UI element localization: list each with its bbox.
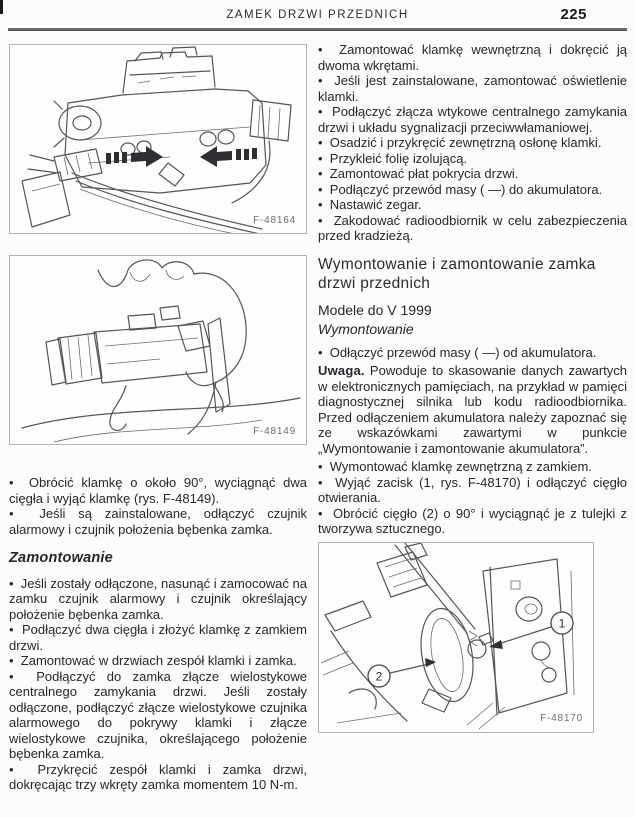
bullet-item: • Podłączyć przewód masy ( —) do akumulatora. (318, 182, 627, 198)
lock-cable-drawing (319, 543, 593, 732)
bullet-item: • Nastawić zegar. (318, 197, 627, 213)
svg-text:2: 2 (375, 669, 383, 683)
bullet-item: • Zamontować w drzwiach zespół klamki i zamka. (9, 653, 307, 669)
figure-label: F-48164 (253, 214, 296, 226)
heading-installation: Zamontowanie (9, 550, 113, 566)
left-column (9, 44, 307, 793)
bullet-item: • Obrócić cięgło (2) o 90° i wyciągnąć je z tulejki z tworzywa sztucznego. (318, 506, 627, 537)
figure-label: F-48170 (540, 713, 583, 724)
bullet-item: • Jeśli są zainstalowane, odłączyć czujnik alarmowy i czujnik położenia bębenka zamka. (9, 506, 307, 537)
bullet-item: • Jeśli zostały odłączone, nasunąć i zamocować na zamku czujnik alarmowy i czujnik określający położenie bębenka zamka. (9, 576, 307, 623)
bullet-item: • Odłączyć przewód masy ( —) od akumulatora. (318, 345, 627, 361)
bullet-item: • Wymontować klamkę zewnętrzną z zamkiem. (318, 459, 627, 475)
header-rule (8, 28, 627, 31)
callout-1 (489, 612, 573, 649)
figure-label: F-48149 (253, 425, 296, 437)
arrow-right-icon (200, 146, 257, 167)
bullet-item: • Zakodować radioodbiornik w celu zabezpieczenia przed kradzieżą. (318, 213, 627, 244)
page-number: 225 (560, 6, 587, 23)
left-text-block (9, 475, 307, 793)
bullet-item: • Osadzić i przykręcić zewnętrzną osłonę klamki. (318, 135, 627, 151)
model-range-line: Modele do V 1999 (318, 301, 432, 318)
handle-removal-drawing (10, 256, 306, 444)
bullet-item: • Podłączyć do zamka złącze wielostykowe centralnego zamykania drzwi. Jeśli zostały odłączone, podłączyć złącze wielostykowe czujnika alarmowego do pokrywy klamki i złącze wielostykowe czujnika, określającego położenie bębenka zamka. (9, 669, 307, 762)
svg-text:1: 1 (558, 616, 566, 630)
bullet-item: • Obrócić klamkę o około 90°, wyciągnąć dwa cięgła i wyjąć klamkę (rys. F-48149). (9, 475, 307, 506)
figure-f48164 (9, 44, 307, 234)
bullet-item: • Podłączyć złącza wtykowe centralnego zamykania drzwi i układu sygnalizacji przeciwwłamaniowej. (318, 104, 627, 135)
page-header-title: ZAMEK DRZWI PRZEDNICH (226, 9, 409, 21)
bullet-item: • Zamontować płat pokrycia drzwi. (318, 166, 627, 182)
bullet-item: • Przykręcić zespół klamki i zamka drzwi, dokręcając trzy wkręty zamka momentem 10 N-m. (9, 762, 307, 793)
bullet-item: • Podłączyć dwa cięgła i złożyć klamkę z zamkiem drzwi. (9, 622, 307, 653)
subheading-removal: Wymontowanie (318, 321, 414, 337)
bullet-item: • Przykleić folię izolującą. (318, 151, 627, 167)
door-lock-mechanism-drawing (10, 45, 306, 233)
figure-f48170 (318, 542, 594, 733)
bullet-item: • Wyjąć zacisk (1, rys. F-48170) i odłączyć cięgło otwierania. (318, 475, 627, 506)
figure-f48149 (9, 255, 307, 445)
section-heading: Wymontowanie i zamontowanie zamka drzwi przednich (318, 255, 596, 292)
note-label: Uwaga. (318, 363, 365, 378)
note-paragraph (318, 363, 627, 456)
note-text: Powoduje to skasowanie danych zawartych w elektronicznych pamięciach, na przykład w pamięci diagnostycznej silnika lub kodu radioodbiornika. Przed odłączeniem akumulatora należy zapoznać się ze wskazówkami zawartymi w punkcie „Wymontowanie i zamontowanie akumulatora”. (318, 363, 627, 456)
bullet-item: • Zamontować klamkę wewnętrzną i dokręcić ją dwoma wkrętami. (318, 42, 627, 73)
bullet-item: • Jeśli jest zainstalowane, zamontować oświetlenie klamki. (318, 73, 627, 104)
right-column (318, 42, 627, 733)
